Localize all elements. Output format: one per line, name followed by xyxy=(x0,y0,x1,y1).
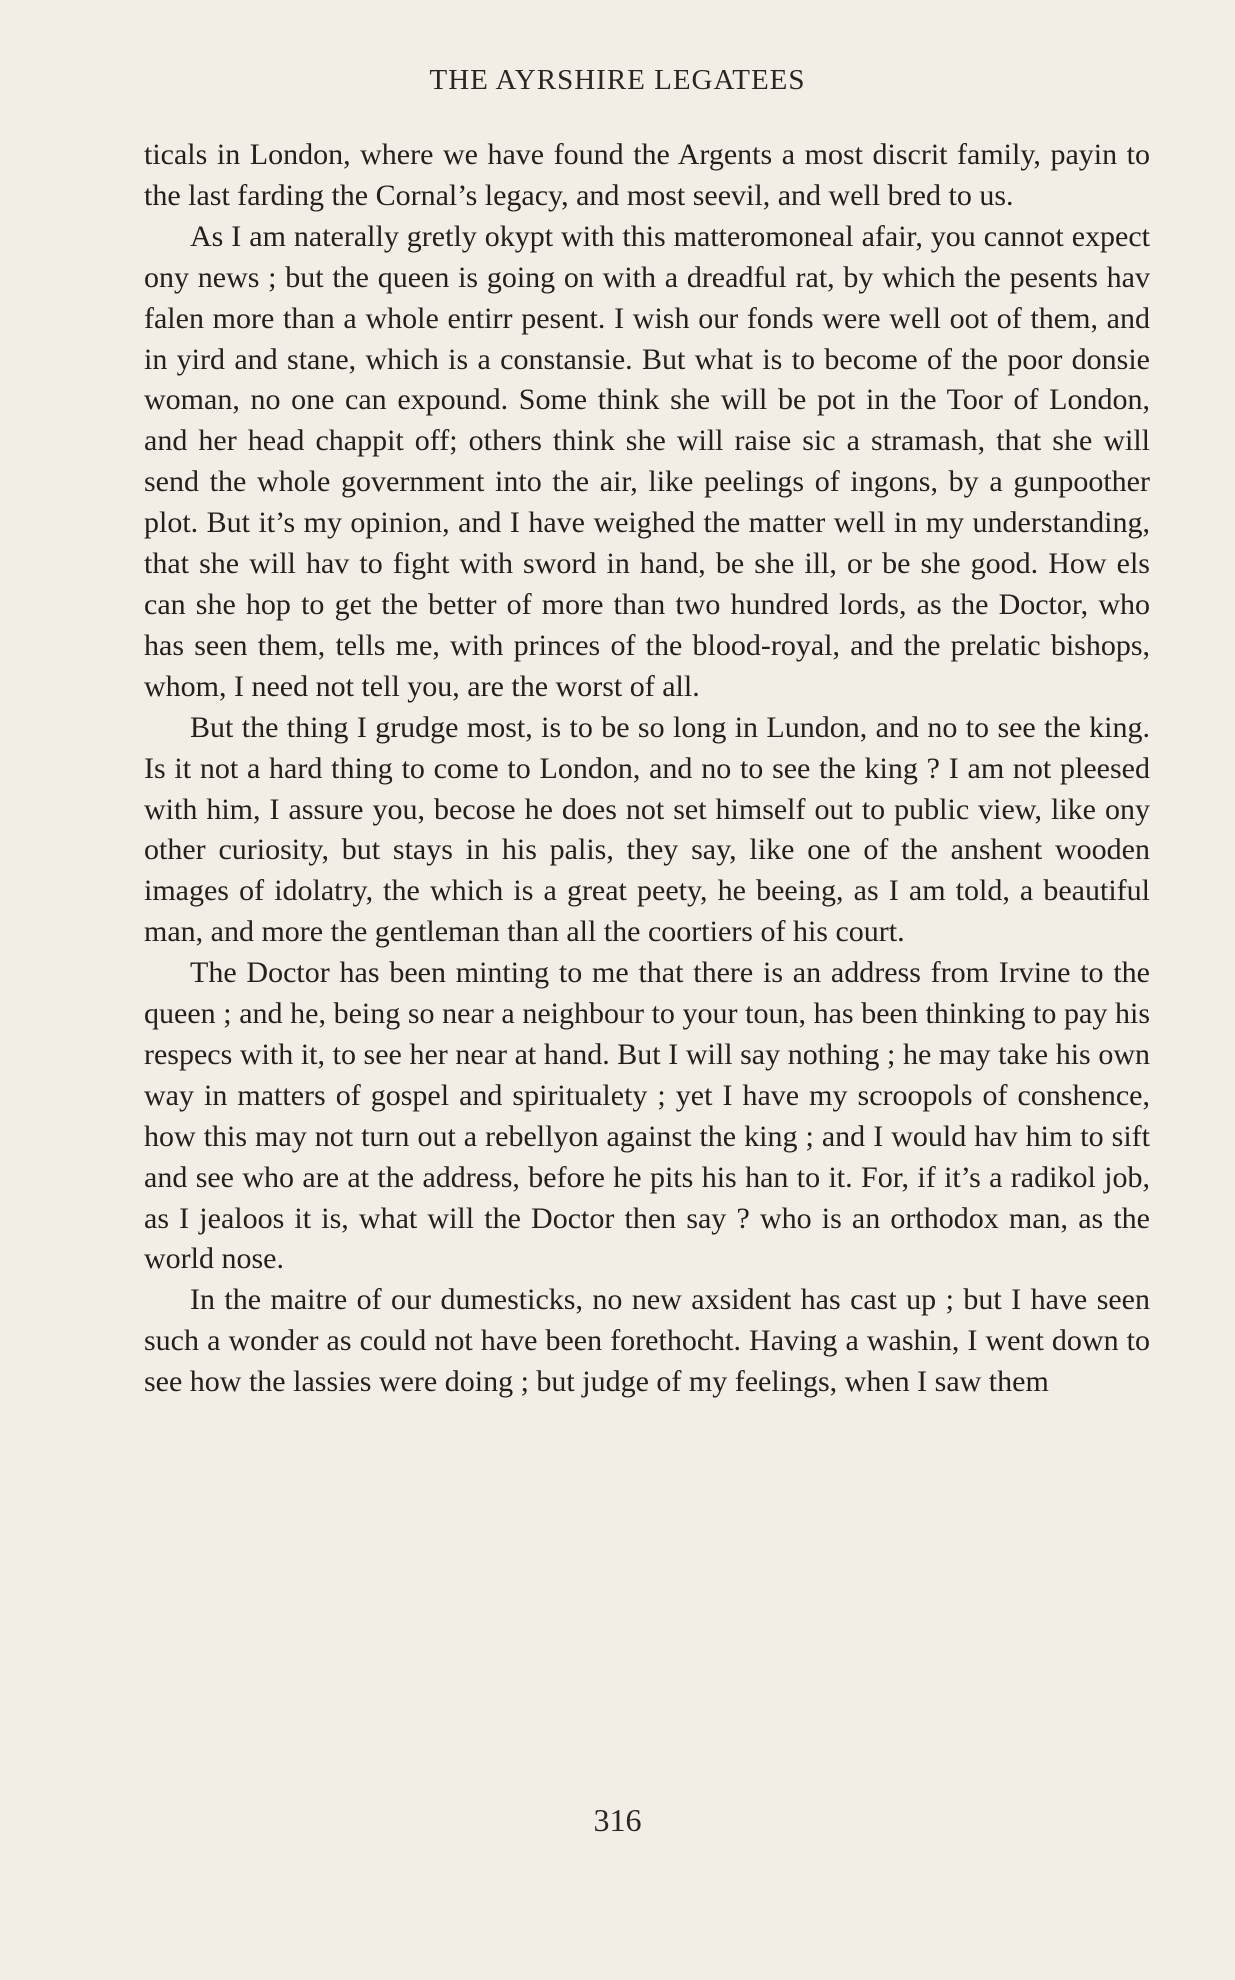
page-number: 316 xyxy=(593,1802,642,1838)
paragraph: The Doctor has been minting to me that there is an address from Irvine to the queen ; and he, being so near a neighbour to your toun, has been thinking to pay his respecs with it, to see her near at hand. But I will say nothing ; he may take his own way in matters of gospel and spiritualety ; yet I have my scroopols of conshence, how this may not turn out a rebellyon against the king ; and I would hav him to sift and see who are at the address, before he pits his han to it. For, if it’s a radikol job, as I jealoos it is, what will the Doctor then say ? who is an orthodox man, as the world nose. xyxy=(144,956,1150,1276)
paragraph-continued: ticals in London, where we have found the Argents a most discrit family, payin to the last farding the Cornal’s legacy, and most seevil, and well bred to us. xyxy=(144,138,1150,212)
paragraph: As I am naterally gretly okypt with this matteromoneal afair, you cannot expect ony news ; but the queen is going on with a dreadful rat, by which the pesents hav falen more than a whole entirr pesent. I wish our fonds were well oot of them, and in yird and stane, which is a constansie. But what is to become of the poor donsie woman, no one can expound. Some think she will be pot in the Toor of London, and her head chappit off; others think she will raise sic a stramash, that she will send the whole government into the air, like peelings of ingons, by a gunpoother plot. But it’s my opinion, and I have weighed the matter well in my understanding, that she will hav to fight with sword in hand, be she ill, or be she good. How els can she hop to get the better of more than two hundred lords, as the Doctor, who has seen them, tells me, with princes of the blood-royal, and the prelatic bishops, whom, I need not tell you, are the worst of all. xyxy=(144,219,1150,703)
paragraph: In the maitre of our dumesticks, no new axsident has cast up ; but I have seen such a wonder as could not have been forethocht. Having a washin, I went down to see how the lassies were doing ; but judge of my feelings, when I saw them xyxy=(144,1283,1150,1399)
running-head: THE AYRSHIRE LEGATEES xyxy=(429,64,806,96)
paragraph: But the thing I grudge most, is to be so long in Lundon, and no to see the king. Is it not a hard thing to come to London, and no to see the king ? I am not pleesed with him, I assure you, becose he does not set himself out to public view, like ony other curiosity, but stays in his palis, they say, like one of the anshent wooden images of idolatry, the which is a great peety, he beeing, as I am told, a beautiful man, and more the gentleman than all the coortiers of his court. xyxy=(144,710,1150,949)
body-text xyxy=(144,135,1150,1403)
